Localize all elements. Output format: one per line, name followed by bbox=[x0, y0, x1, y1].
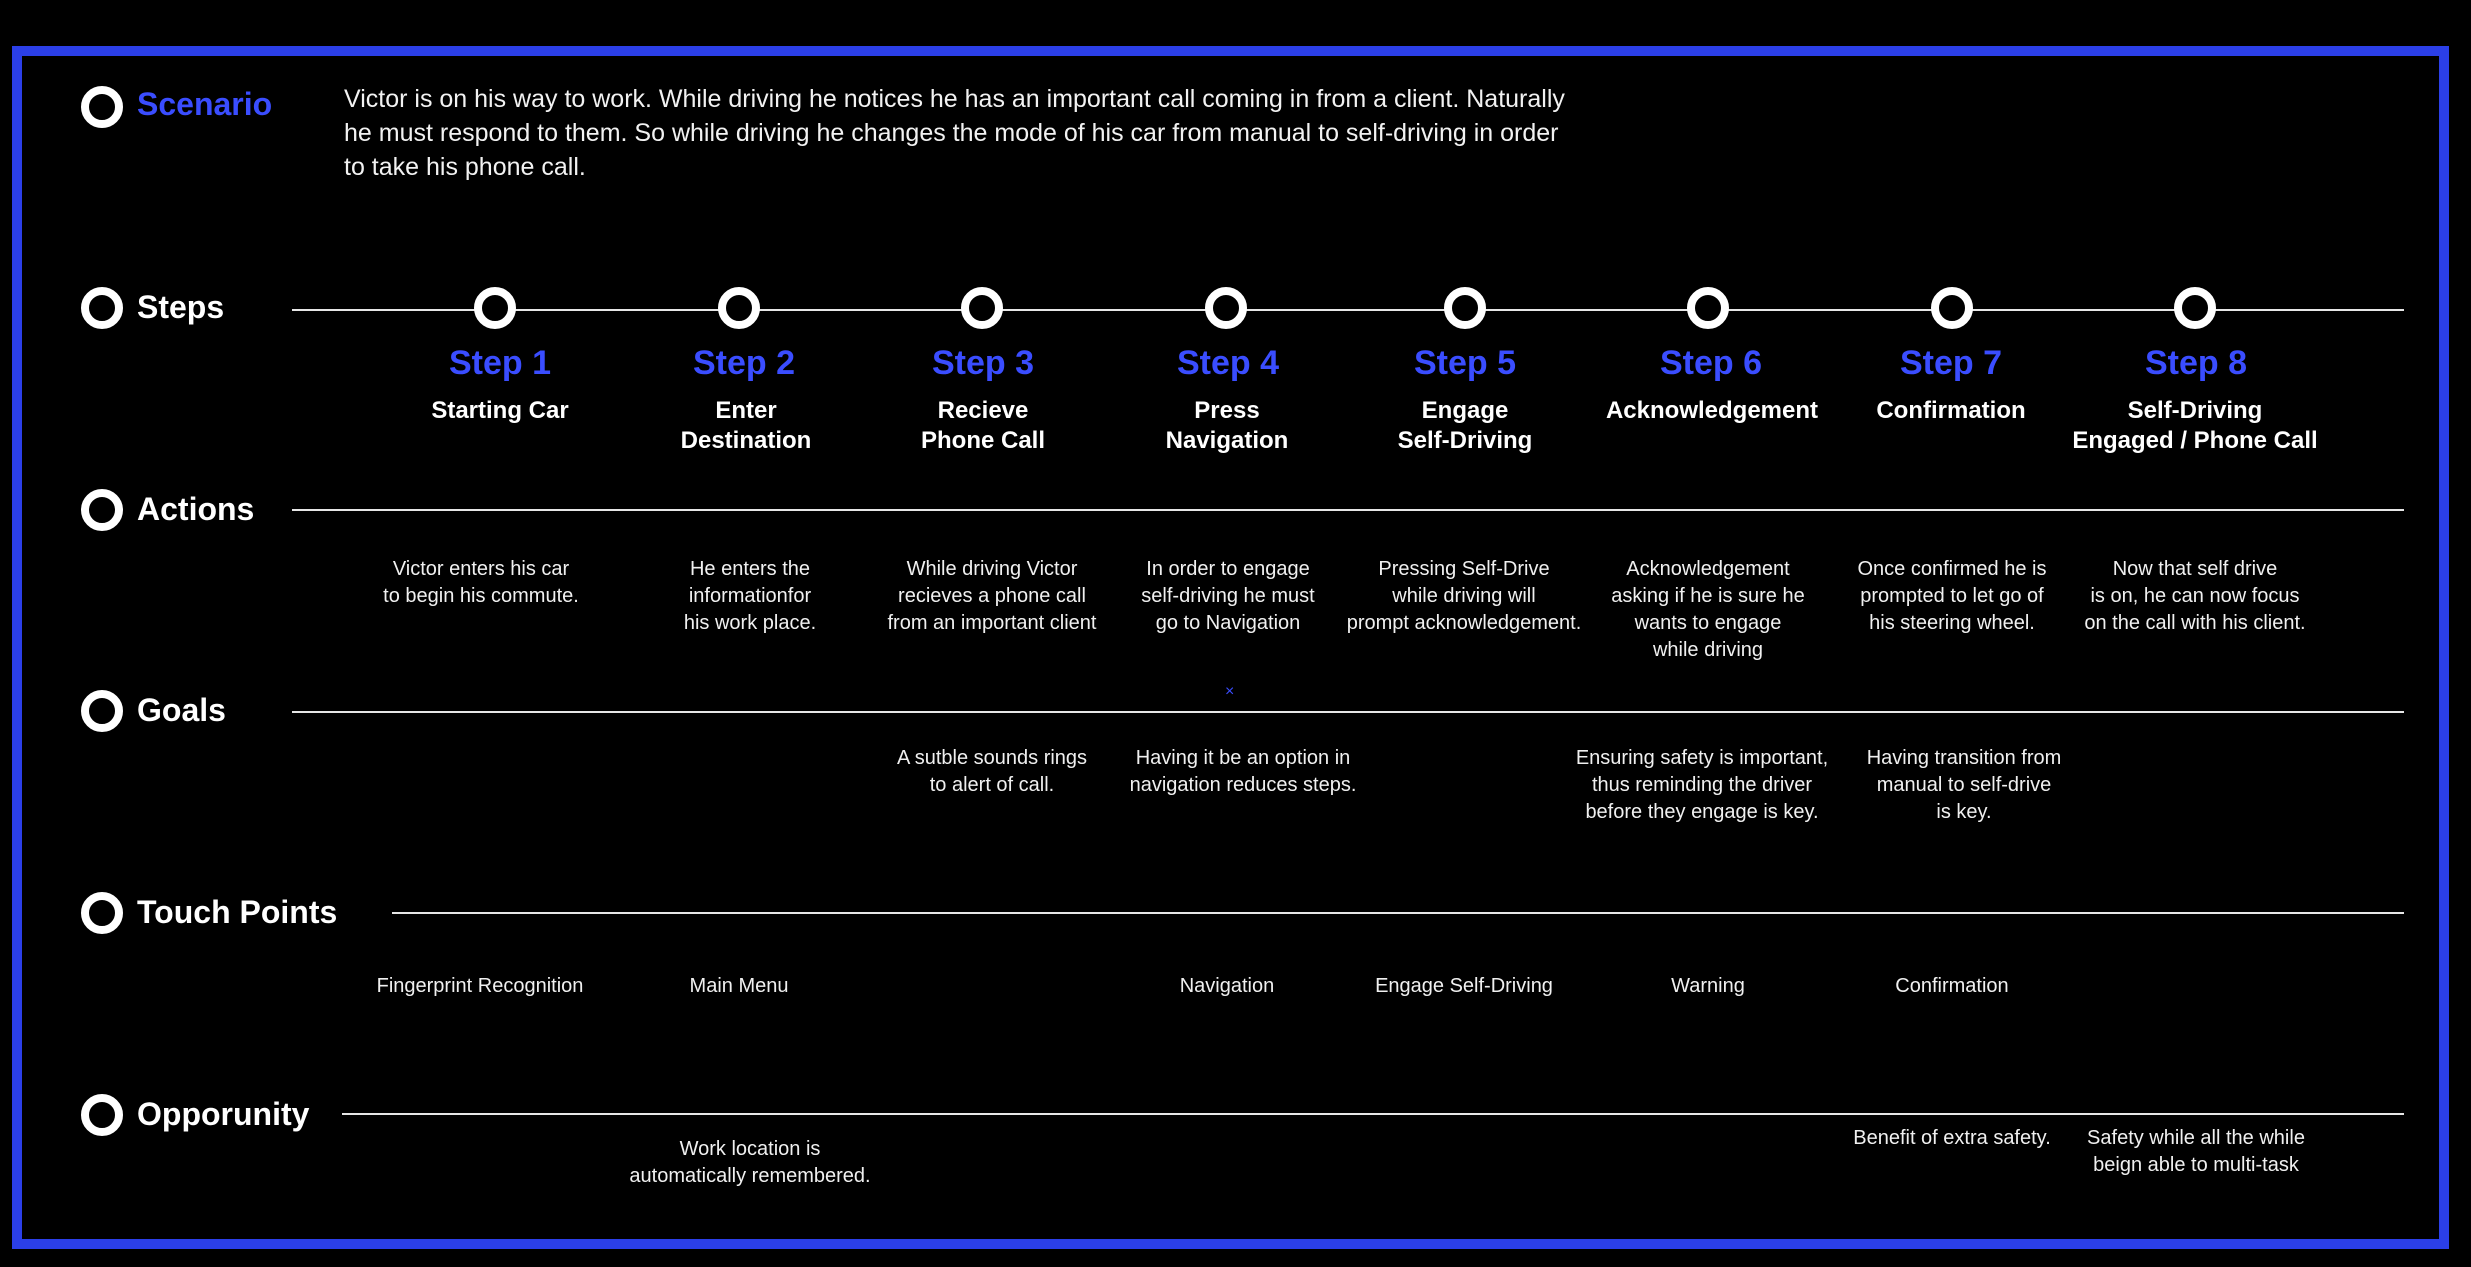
action-line: go to Navigation bbox=[1155, 612, 1301, 634]
scenario-line: Victor is on his way to work. While driving he notices he has an important call coming in from a client. Naturally bbox=[344, 85, 1565, 113]
step-3-ring-icon bbox=[961, 287, 1003, 329]
actions-row-label: Actions bbox=[137, 491, 255, 527]
action-line: prompt acknowledgement. bbox=[1346, 612, 1582, 634]
step-name-line: Self-Driving bbox=[1397, 427, 1533, 454]
touch-points-ring-icon bbox=[81, 892, 123, 934]
goal-line: to alert of call. bbox=[929, 774, 1055, 796]
action-line: from an important client bbox=[887, 612, 1097, 634]
goals-row-label: Goals bbox=[137, 692, 226, 728]
step-5-number: Step 5 bbox=[1413, 344, 1517, 382]
action-line: Now that self drive bbox=[2112, 558, 2278, 580]
action-line: prompted to let go of bbox=[1860, 585, 2044, 607]
action-line: In order to engage bbox=[1146, 558, 1310, 580]
step-name-line: Recieve bbox=[937, 397, 1029, 424]
goal-line: Ensuring safety is important, bbox=[1575, 747, 1829, 769]
steps-timeline bbox=[292, 309, 2404, 311]
step-name-line: Destination bbox=[680, 427, 812, 454]
scenario-text bbox=[344, 82, 1734, 184]
goals-ring-icon bbox=[81, 690, 123, 732]
step-2-ring-icon bbox=[718, 287, 760, 329]
action-line: asking if he is sure he bbox=[1611, 585, 1805, 607]
goal-line: Having transition from bbox=[1866, 747, 2062, 769]
step-7-ring-icon bbox=[1931, 287, 1973, 329]
action-line: to begin his commute. bbox=[383, 585, 579, 607]
touch-points-divider bbox=[392, 912, 2404, 914]
step-1-ring-icon bbox=[474, 287, 516, 329]
opportunity-line: Benefit of extra safety. bbox=[1853, 1127, 2051, 1149]
step-name-line: Navigation bbox=[1165, 427, 1289, 454]
action-line: informationfor bbox=[688, 585, 812, 607]
scenario-line: to take his phone call. bbox=[344, 153, 586, 181]
touch-point-step-7: Confirmation bbox=[1895, 975, 2009, 997]
step-8-name bbox=[2045, 396, 2345, 456]
actions-divider bbox=[292, 509, 2404, 511]
opportunity-divider bbox=[342, 1113, 2404, 1115]
goal-line: A sutble sounds rings bbox=[896, 747, 1088, 769]
step-name-line: Engaged / Phone Call bbox=[2072, 427, 2318, 454]
opportunity-ring-icon bbox=[81, 1094, 123, 1136]
action-line: He enters the bbox=[689, 558, 811, 580]
goal-step-3 bbox=[847, 745, 1137, 799]
action-line: self-driving he must bbox=[1141, 585, 1315, 607]
step-6-number: Step 6 bbox=[1659, 344, 1763, 382]
step-name-line: Phone Call bbox=[920, 427, 1046, 454]
scenario-ring-icon bbox=[81, 86, 123, 128]
step-4-number: Step 4 bbox=[1176, 344, 1280, 382]
touch-points-row-label: Touch Points bbox=[137, 894, 338, 930]
step-name-line: Acknowledgement bbox=[1605, 397, 1819, 424]
step-name-line: Self-Driving bbox=[2127, 397, 2263, 424]
touch-point-step-2: Main Menu bbox=[689, 975, 789, 997]
scenario-title: Scenario bbox=[137, 86, 273, 122]
touch-point-step-4: Navigation bbox=[1179, 975, 1275, 997]
goal-line: manual to self-drive bbox=[1876, 774, 2052, 796]
action-step-8 bbox=[2050, 556, 2340, 637]
action-line: while driving will bbox=[1392, 585, 1536, 607]
opportunity-line: Work location is bbox=[679, 1138, 821, 1160]
step-3-number: Step 3 bbox=[931, 344, 1035, 382]
step-7-number: Step 7 bbox=[1899, 344, 2003, 382]
step-1-number: Step 1 bbox=[448, 344, 552, 382]
opportunity-line: automatically remembered. bbox=[629, 1165, 871, 1187]
actions-ring-icon bbox=[81, 489, 123, 531]
goal-line: is key. bbox=[1936, 801, 1992, 823]
step-name-line: Confirmation bbox=[1876, 397, 2026, 424]
step-name-line: Enter bbox=[715, 397, 777, 424]
cursor-marker-icon: × bbox=[1225, 683, 1235, 700]
step-name-line: Starting Car bbox=[431, 397, 569, 424]
step-6-ring-icon bbox=[1687, 287, 1729, 329]
action-line: his work place. bbox=[683, 612, 817, 634]
action-line: wants to engage bbox=[1634, 612, 1782, 634]
action-line: Acknowledgement bbox=[1626, 558, 1790, 580]
scenario-line: he must respond to them. So while driving he changes the mode of his car from manual to self-driving in order bbox=[344, 119, 1559, 147]
step-8-ring-icon bbox=[2174, 287, 2216, 329]
opportunity-row-label: Opporunity bbox=[137, 1096, 310, 1132]
opportunity-line: beign able to multi-task bbox=[2093, 1154, 2299, 1176]
goal-step-7 bbox=[1819, 745, 2109, 826]
opportunity-step-8 bbox=[2051, 1125, 2341, 1179]
steps-row-label: Steps bbox=[137, 289, 225, 325]
step-2-number: Step 2 bbox=[692, 344, 796, 382]
steps-ring-icon bbox=[81, 287, 123, 329]
goal-line: thus reminding the driver bbox=[1591, 774, 1813, 796]
action-line: While driving Victor bbox=[906, 558, 1078, 580]
action-line: while driving bbox=[1652, 639, 1764, 661]
action-line: his steering wheel. bbox=[1869, 612, 2035, 634]
action-step-1 bbox=[336, 556, 626, 610]
action-line: Once confirmed he is bbox=[1857, 558, 2047, 580]
action-line: Pressing Self-Drive bbox=[1378, 558, 1550, 580]
action-line: Victor enters his car bbox=[392, 558, 570, 580]
touch-point-step-1: Fingerprint Recognition bbox=[376, 975, 584, 997]
goal-line: before they engage is key. bbox=[1585, 801, 1819, 823]
step-4-ring-icon bbox=[1205, 287, 1247, 329]
step-name-line: Engage bbox=[1421, 397, 1509, 424]
goal-line: Having it be an option in bbox=[1135, 747, 1351, 769]
goal-step-6 bbox=[1557, 745, 1847, 826]
touch-point-step-6: Warning bbox=[1671, 975, 1745, 997]
action-line: on the call with his client. bbox=[2084, 612, 2306, 634]
action-line: is on, he can now focus bbox=[2090, 585, 2300, 607]
step-name-line: Press bbox=[1194, 397, 1260, 424]
opportunity-step-2 bbox=[605, 1136, 895, 1190]
goal-step-4 bbox=[1098, 745, 1388, 799]
touch-point-step-5: Engage Self-Driving bbox=[1375, 975, 1553, 997]
goals-divider bbox=[292, 711, 2404, 713]
journey-map-frame bbox=[12, 46, 2449, 1249]
step-5-ring-icon bbox=[1444, 287, 1486, 329]
action-line: recieves a phone call bbox=[898, 585, 1086, 607]
goal-line: navigation reduces steps. bbox=[1129, 774, 1357, 796]
step-8-number: Step 8 bbox=[2144, 344, 2248, 382]
opportunity-line: Safety while all the while bbox=[2087, 1127, 2305, 1149]
